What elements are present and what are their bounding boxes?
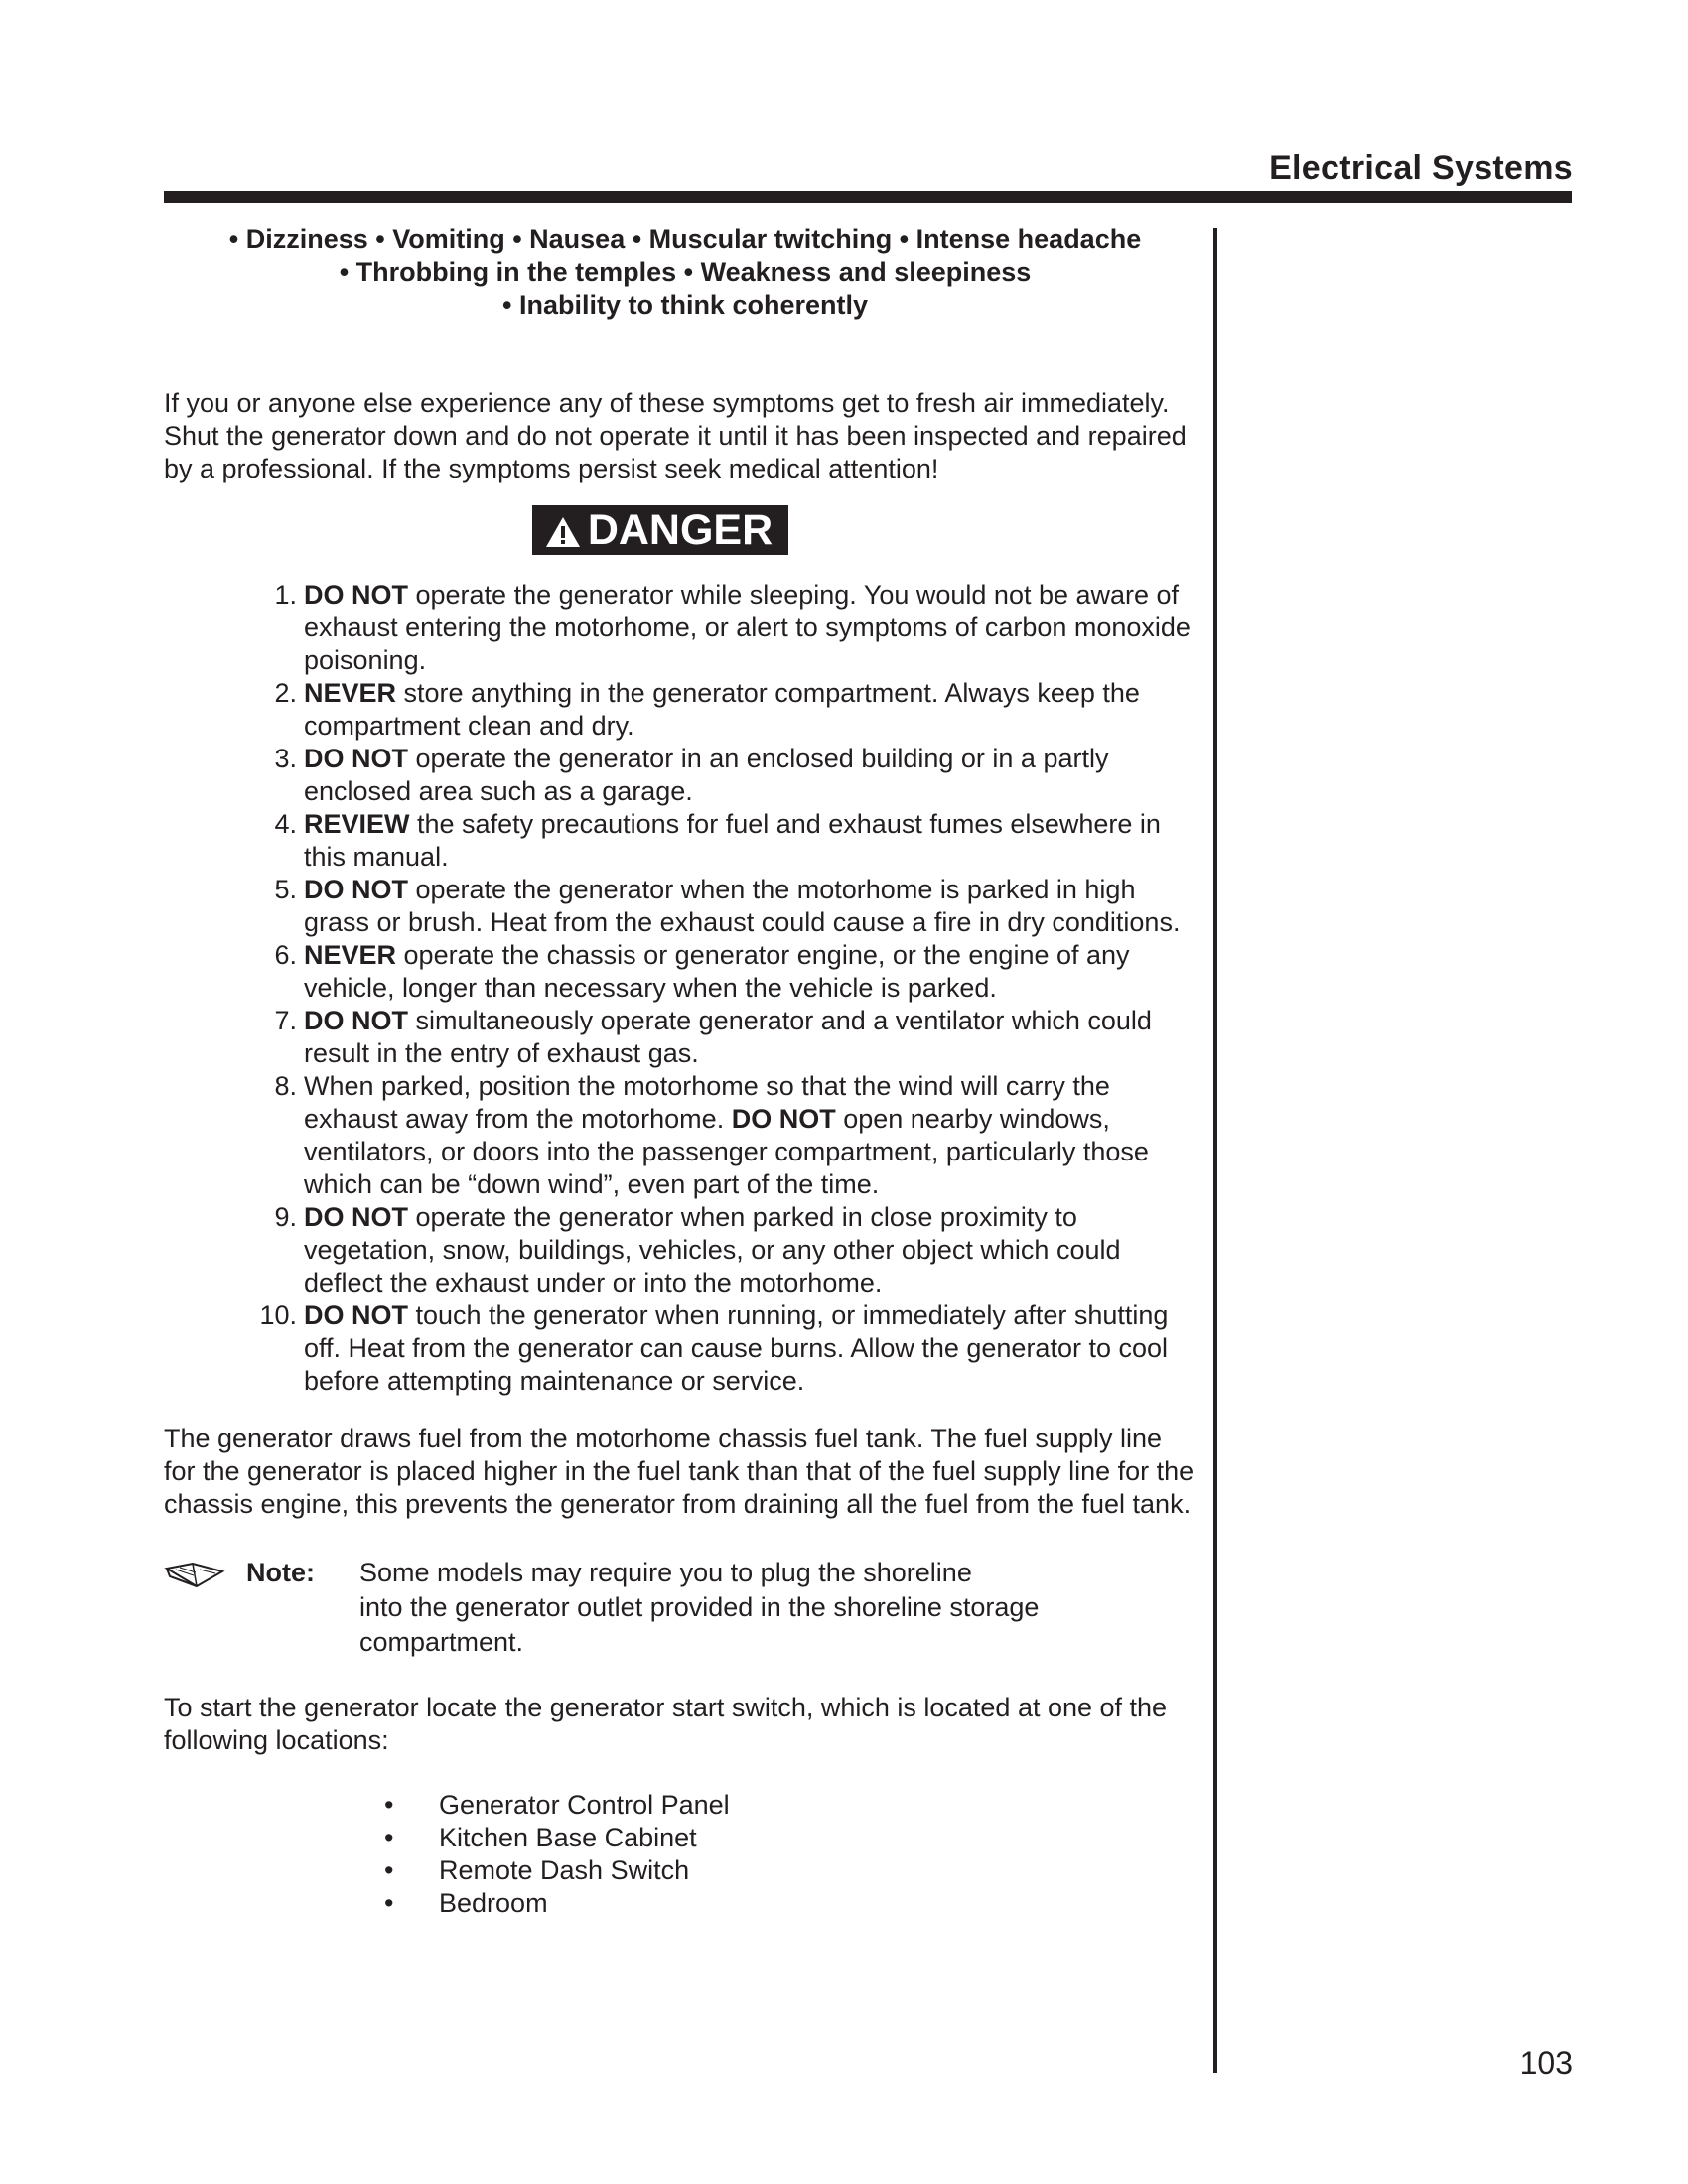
item-emphasis: NEVER (304, 940, 397, 970)
item-text: operate the chassis or generator engine, or the engine of any vehicle, longer than necessary when the vehicle is parked. (304, 940, 1130, 1003)
open-book-icon (164, 1560, 225, 1589)
side-rule (1213, 228, 1217, 2073)
danger-item (164, 1005, 1196, 1070)
note-label: Note: (246, 1558, 315, 1587)
fuel-paragraph: The generator draws fuel from the motorhome chassis fuel tank. The fuel supply line for the generator is placed higher in the fuel tank than that of the fuel supply line for the chassis engine, this prevents the generator from draining all the fuel from the fuel tank. (164, 1424, 1195, 1519)
danger-item (164, 1070, 1196, 1201)
danger-item (164, 743, 1196, 808)
item-lead-text: When parked, position the motorhome so that the wind will carry the exhaust away from the motorhome. (304, 1071, 1110, 1134)
danger-heading-wrap (124, 505, 1196, 555)
intro-paragraph: If you or anyone else experience any of these symptoms get to fresh air immediately. Shut the generator down and do not operate it until it has been inspected and repaired by a professional. If the symptoms persist seek medical attention! (164, 388, 1187, 483)
danger-label: DANGER (587, 506, 774, 554)
section-title: Electrical Systems (1269, 149, 1573, 187)
item-number: 8. (274, 1071, 297, 1101)
symptoms-line: • Throbbing in the temples • Weakness and sleepiness (339, 257, 1032, 287)
note-line: Some models may require you to plug the shoreline (359, 1558, 972, 1587)
note-line: compartment. (359, 1627, 524, 1657)
symptoms-list (164, 223, 1206, 322)
page-content (164, 223, 1196, 1920)
location-label: Generator Control Panel (439, 1790, 730, 1820)
item-emphasis: DO NOT (304, 580, 408, 610)
item-emphasis: DO NOT (304, 744, 408, 773)
item-number: 9. (274, 1202, 297, 1232)
page-number: 103 (1519, 2045, 1573, 2081)
location-item (164, 1789, 1196, 1822)
item-number: 1. (274, 580, 297, 610)
item-emphasis: DO NOT (731, 1104, 836, 1134)
locations-list (164, 1789, 1196, 1920)
item-emphasis: DO NOT (304, 1202, 408, 1232)
item-emphasis: NEVER (304, 678, 397, 708)
item-number: 10. (259, 1300, 297, 1330)
item-number: 2. (274, 678, 297, 708)
item-text: operate the generator when parked in close proximity to vegetation, snow, buildings, vehicles, or any other object which could deflect the exhaust under or into the motorhome. (304, 1202, 1121, 1297)
item-emphasis: DO NOT (304, 875, 408, 904)
item-text: operate the generator while sleeping. You would not be aware of exhaust entering the motorhome, or alert to symptoms of carbon monoxide poisoning. (304, 580, 1191, 675)
warning-triangle-icon (544, 515, 582, 549)
item-text: operate the generator when the motorhome is parked in high grass or brush. Heat from the exhaust could cause a fire in dry conditions. (304, 875, 1181, 937)
bullet: • (384, 1888, 394, 1918)
location-item (164, 1822, 1196, 1854)
note-block (164, 1556, 1196, 1660)
location-label: Kitchen Base Cabinet (439, 1823, 697, 1852)
item-emphasis: DO NOT (304, 1300, 408, 1330)
note-text (359, 1556, 1196, 1660)
danger-item (164, 677, 1196, 743)
bullet: • (384, 1855, 394, 1885)
location-item (164, 1887, 1196, 1920)
item-number: 5. (274, 875, 297, 904)
header-rule (164, 191, 1572, 203)
item-text: open nearby windows, ventilators, or doors into the passenger compartment, particularly those which can be “down wind”, even part of the time. (304, 1104, 1149, 1199)
bullet: • (384, 1823, 394, 1852)
danger-item (164, 808, 1196, 874)
item-text: operate the generator in an enclosed building or in a partly enclosed area such as a garage. (304, 744, 1109, 806)
bullet: • (384, 1790, 394, 1820)
item-number: 6. (274, 940, 297, 970)
item-number: 4. (274, 809, 297, 839)
item-text: the safety precautions for fuel and exhaust fumes elsewhere in this manual. (304, 809, 1161, 872)
danger-item (164, 579, 1196, 677)
danger-item (164, 1201, 1196, 1299)
start-paragraph: To start the generator locate the generator start switch, which is located at one of the following locations: (164, 1693, 1168, 1755)
item-number: 3. (274, 744, 297, 773)
item-emphasis: REVIEW (304, 809, 410, 839)
item-text: store anything in the generator compartment. Always keep the compartment clean and dry. (304, 678, 1140, 741)
danger-item (164, 939, 1196, 1005)
symptoms-line: • Dizziness • Vomiting • Nausea • Muscular twitching • Intense headache (228, 224, 1142, 254)
danger-item (164, 874, 1196, 939)
location-item (164, 1854, 1196, 1887)
note-line: into the generator outlet provided in the shoreline storage (359, 1592, 1040, 1622)
item-text: touch the generator when running, or immediately after shutting off. Heat from the generator can cause burns. Allow the generator to cool before attempting maintenance or service. (304, 1300, 1169, 1396)
location-label: Bedroom (439, 1888, 548, 1918)
danger-banner (532, 505, 788, 555)
danger-item (164, 1299, 1196, 1398)
item-text: simultaneously operate generator and a ventilator which could result in the entry of exhaust gas. (304, 1006, 1152, 1068)
item-number: 7. (274, 1006, 297, 1035)
location-label: Remote Dash Switch (439, 1855, 690, 1885)
item-emphasis: DO NOT (304, 1006, 408, 1035)
symptoms-line: • Inability to think coherently (502, 290, 868, 320)
danger-list (164, 579, 1196, 1398)
